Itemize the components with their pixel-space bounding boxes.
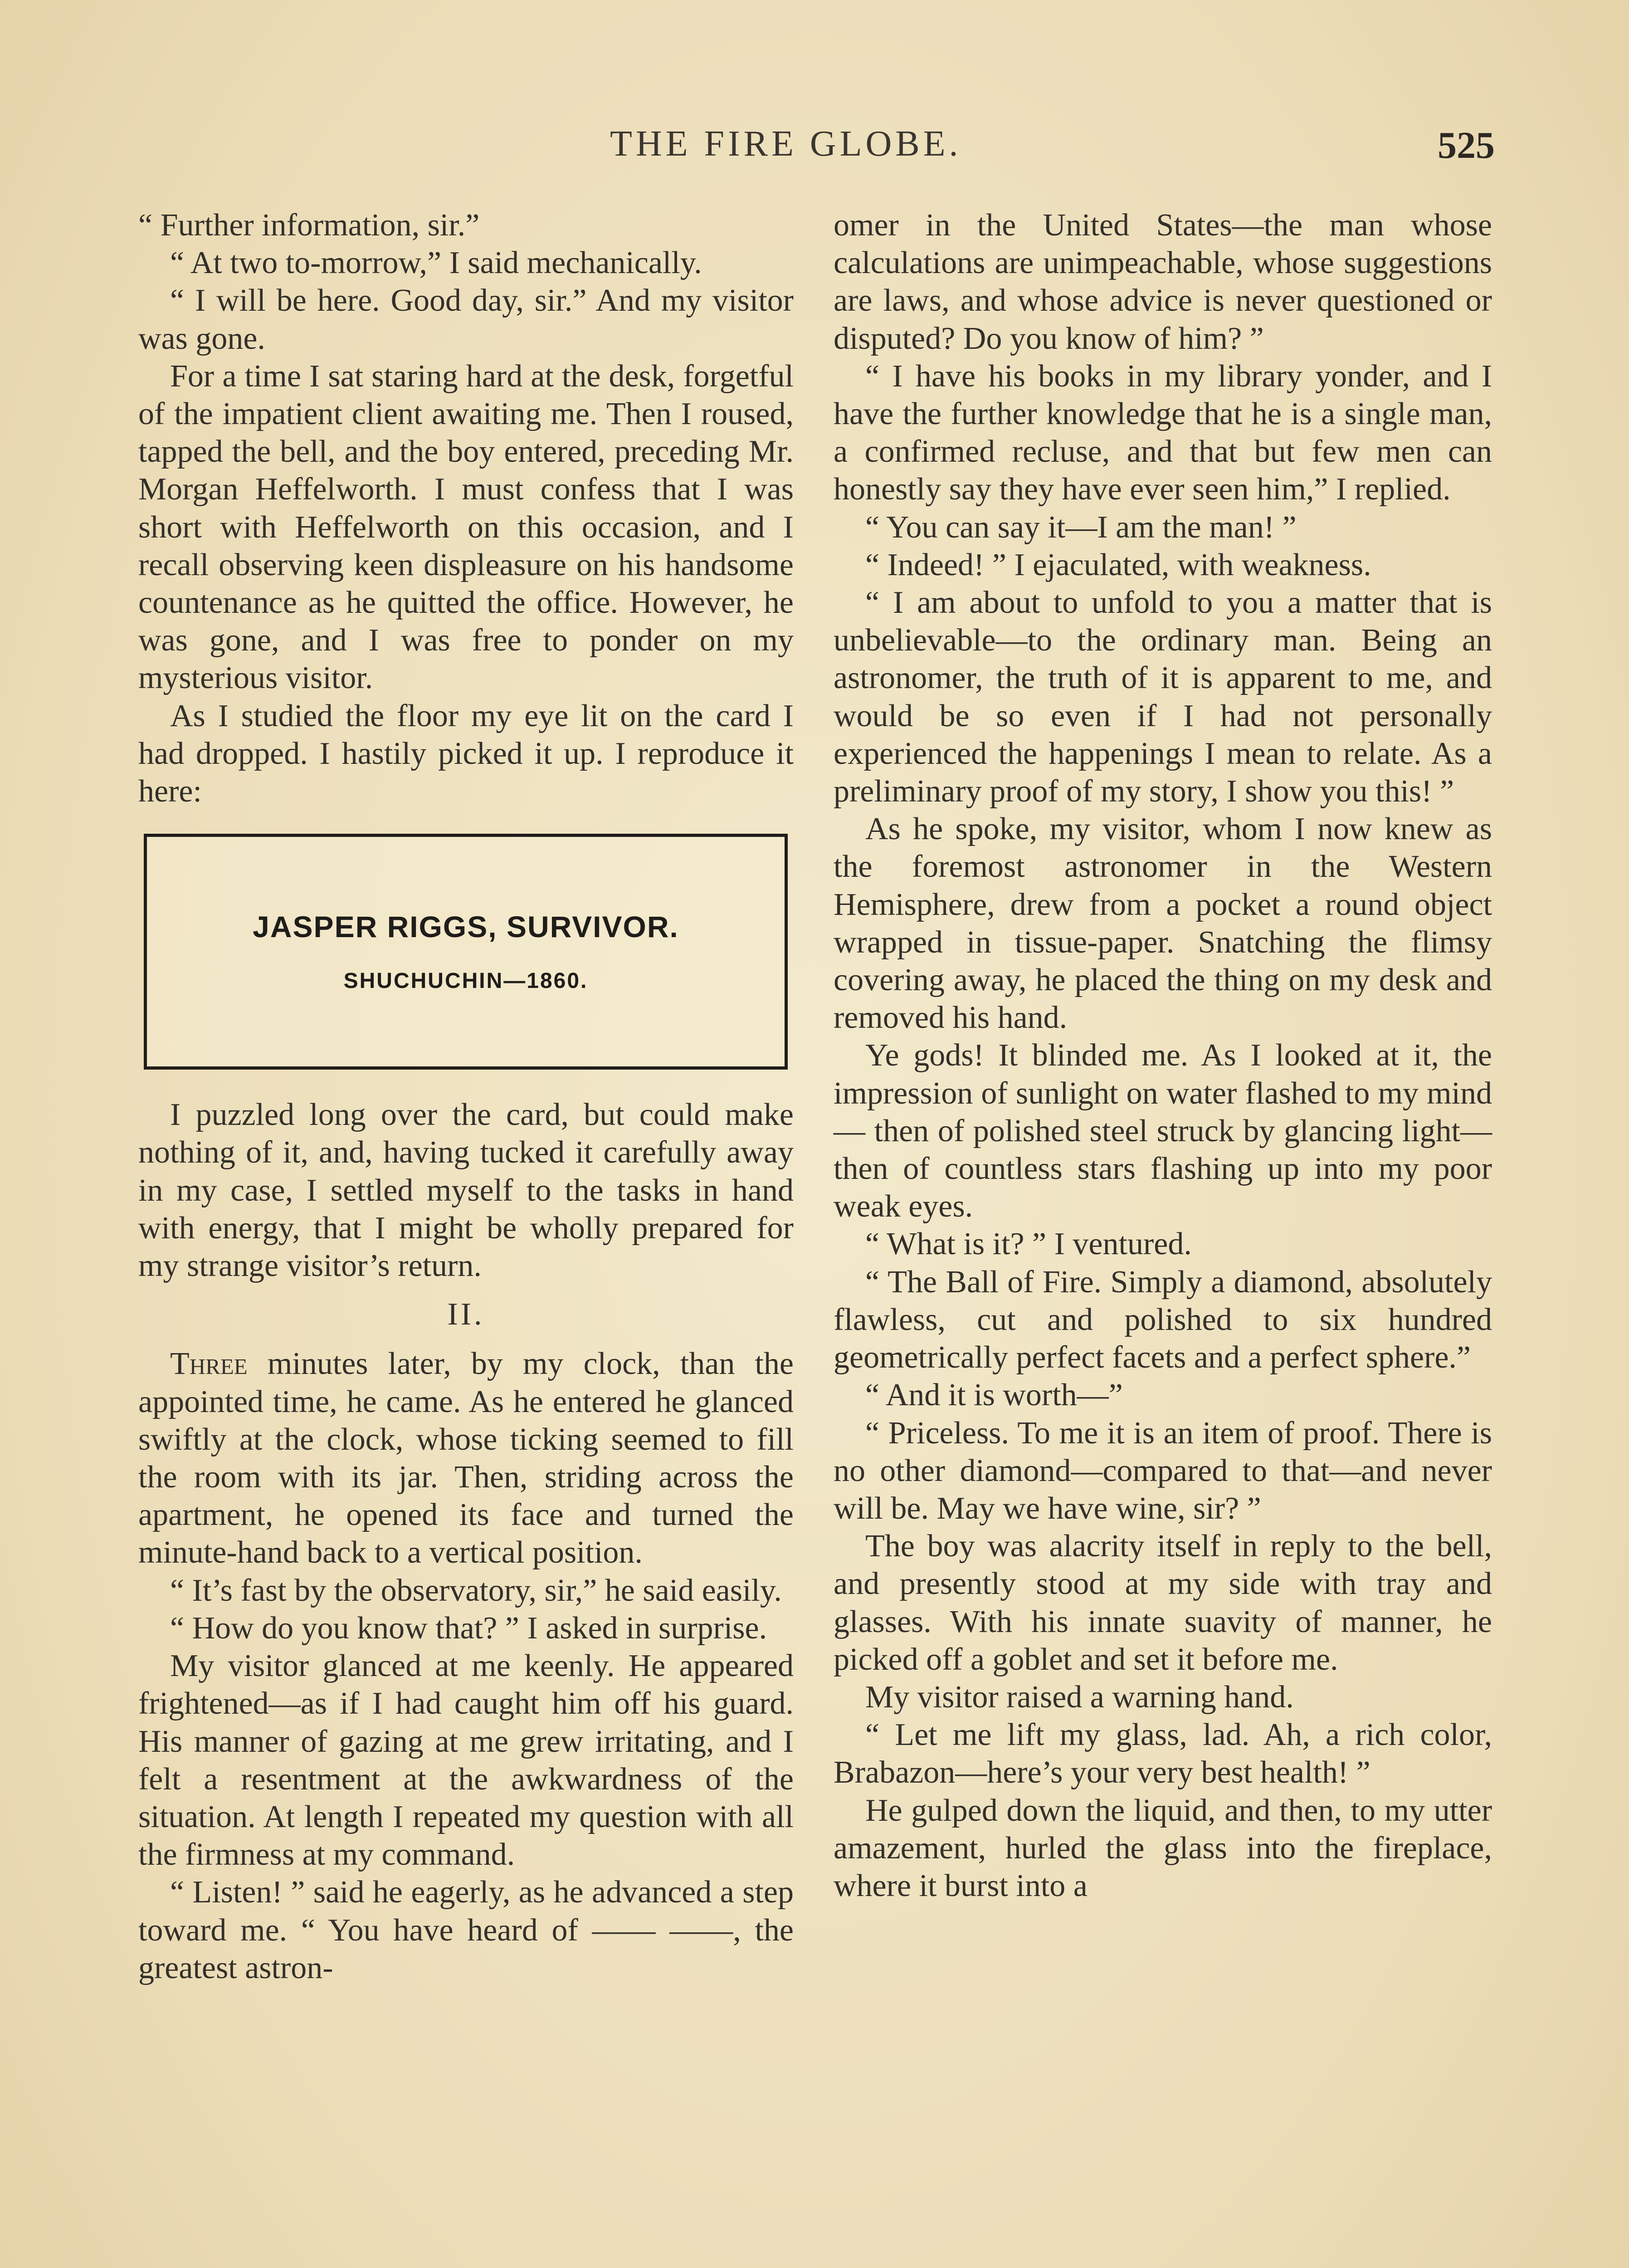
paragraph-text: minutes later, by my clock, than the appointed time, he came. As he entered he glanced swiftly at the clock, whose ticking seemed to fill the room with its jar. Then, striding across the apartment, he opened its face and turned the minute-hand back to a vertical position. [138, 1346, 794, 1570]
paragraph: Ye gods! It blinded me. As I looked at it, the impression of sunlight on water flashed to my mind — then of polished steel struck by glancing light—then of countless stars flashing up into my poor weak eyes. [834, 1038, 1492, 1224]
paragraph: “ At two to-morrow,” I said mechanically. [170, 245, 702, 281]
paragraph: omer in the United States—the man whose calculations are unimpeachable, whose suggestions are laws, and whose advice is never questioned or disputed? Do you know of him? ” [834, 208, 1492, 356]
page-number: 525 [1438, 124, 1495, 166]
paragraph [138, 1345, 794, 1571]
paragraph: “ Listen! ” said he eagerly, as he advanced a step toward me. “ You have heard of —— ——, the greatest astron- [138, 1875, 794, 1985]
paragraph: “ The Ball of Fire. Simply a diamond, absolutely flawless, cut and polished to six hundred geometrically perfect facets and a perfect sphere.” [834, 1264, 1492, 1375]
section-number: II. [447, 1297, 485, 1332]
right-column [834, 206, 1492, 1905]
calling-card [144, 834, 788, 1070]
paragraph: “ Indeed! ” I ejaculated, with weakness. [865, 547, 1371, 582]
paragraph: As I studied the floor my eye lit on the card I had dropped. I hastily picked it up. I reproduce it here: [138, 698, 794, 809]
paragraph: “ I will be here. Good day, sir.” And my visitor was gone. [138, 283, 794, 356]
paragraph: “ Priceless. To me it is an item of proof. There is no other diamond—compared to that—and never will be. May we have wine, sir? ” [834, 1415, 1492, 1526]
card-place: SHUCHUCHIN—1860. [343, 969, 588, 993]
paragraph: For a time I sat staring hard at the desk, forgetful of the impatient client awaiting me. Then I roused, tapped the bell, and the boy entered, preceding Mr. Morgan Heffelworth. I must confess that I was short with Heffelworth on this occasion, and I recall observing keen displeasure on his handsome countenance as he quitted the office. However, he was gone, and I was free to ponder on my mysterious visitor. [138, 358, 794, 696]
left-column [138, 206, 794, 1987]
paragraph: The boy was alacrity itself in reply to the bell, and presently stood at my side with tray and glasses. With his innate suavity of manner, he picked off a goblet and set it before me. [834, 1529, 1492, 1677]
paragraph: “ Further information, sir.” [138, 208, 480, 243]
paragraph: “ What is it? ” I ventured. [865, 1227, 1192, 1262]
paragraph: My visitor glanced at me keenly. He appeared frightened—as if I had caught him off his guard. His manner of gazing at me grew irritating, and I felt a resentment at the awkwardness of the situation. At length I repeated my question with all the firmness at my command. [138, 1648, 794, 1872]
paragraph: I puzzled long over the card, but could make nothing of it, and, having tucked it carefully away in my case, I settled myself to the tasks in hand with energy, that I might be wholly prepared for my strange visitor’s return. [138, 1097, 794, 1284]
paragraph: “ I am about to unfold to you a matter that is unbelievable—to the ordinary man. Being an astronomer, the truth of it is apparent to me, and would be so even if I had not personally experienced the happenings I mean to relate. As a preliminary proof of my story, I show you this! ” [834, 585, 1492, 809]
card-name: JASPER RIGGS, SURVIVOR. [253, 910, 679, 944]
paragraph: “ I have his books in my library yonder, and I have the further knowledge that he is a single man, a confirmed recluse, and that but few men can honestly say they have ever seen him,” I replied. [834, 358, 1492, 507]
paragraph: “ You can say it—I am the man! ” [865, 509, 1297, 545]
running-header: THE FIRE GLOBE. [610, 124, 962, 164]
paragraph: “ And it is worth—” [865, 1378, 1123, 1413]
paragraph: My visitor raised a warning hand. [865, 1679, 1294, 1715]
paragraph: “ It’s fast by the observatory, sir,” he said easily. [170, 1573, 782, 1608]
paragraph: He gulped down the liquid, and then, to my utter amazement, hurled the glass into the fireplace, where it burst into a [834, 1793, 1492, 1903]
lead-word: Three [170, 1346, 248, 1382]
paragraph: “ How do you know that? ” I asked in surprise. [170, 1610, 767, 1646]
paragraph: “ Let me lift my glass, lad. Ah, a rich color, Brabazon—here’s your very best health! ” [834, 1717, 1492, 1790]
paragraph: As he spoke, my visitor, whom I now knew as the foremost astronomer in the Western Hemisphere, drew from a pocket a round object wrapped in tissue-paper. Snatching the flimsy covering away, he placed the thing on my desk and removed his hand. [834, 811, 1492, 1036]
